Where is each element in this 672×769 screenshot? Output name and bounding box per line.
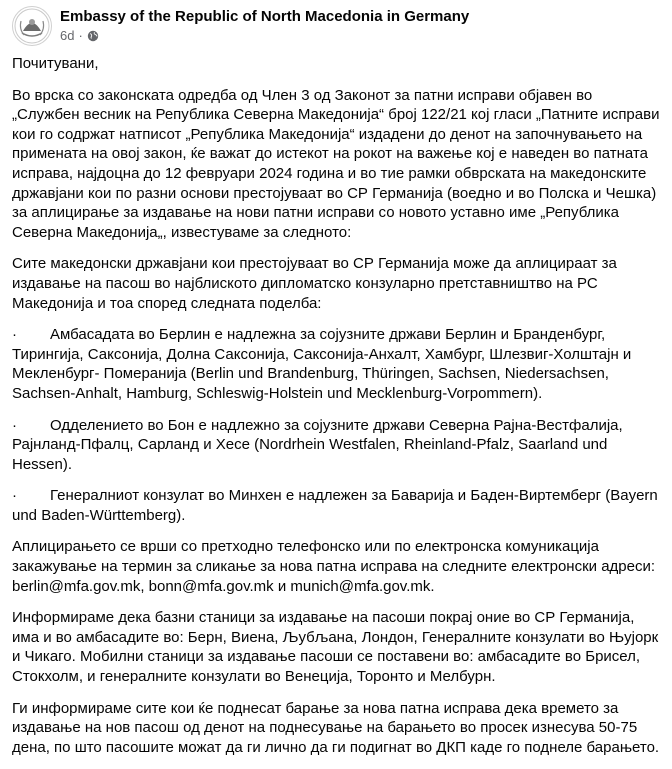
meta-separator: · xyxy=(78,28,83,43)
post-meta xyxy=(60,28,99,43)
bullet-munich xyxy=(12,486,662,525)
bullet-mark: · xyxy=(12,416,17,434)
post-header xyxy=(12,6,662,46)
coat-of-arms-icon xyxy=(13,7,51,45)
globe-icon[interactable] xyxy=(87,30,99,42)
paragraph-contacts: Аплицирањето се врши со претходно телефонско или по електронска комуникација закажување на термин за сликање за нова патна исправа на следните електронски адреси: berlin@mfa.gov.mk, bonn@mfa.gov.mk и munich@mfa.gov.mk. xyxy=(12,538,656,595)
bullet-berlin xyxy=(12,325,662,403)
post-message xyxy=(12,54,662,769)
bullet-mark: · xyxy=(12,326,17,344)
page-avatar[interactable] xyxy=(12,6,52,46)
paragraph-greeting: Почитувани, xyxy=(12,55,99,72)
bullet-text: Амбасадата во Берлин е надлежна за сојузните држави Берлин и Бранденбург, Тирингија, Саксонија, Долна Саксонија, Саксонија-Анхалт, Хамбург, Шлезвиг-Холштајн и Мекленбург- Померанија (Berlin und Brandenburg, Thüringen, Sachsen, Niedersachsen, Sachsen-Anhalt, Hamburg, Schleswig-Holstein und Mecklenburg-Vorpommern). xyxy=(12,326,632,402)
post-time[interactable]: 6d xyxy=(60,28,75,43)
bullet-mark: · xyxy=(12,487,17,505)
paragraph-intro: Во врска со законската одредба од Член 3 од Законот за патни исправи објавен во „Службен весник на Република Северна Македонија“ број 122/21 кој гласи „Патните исправи кои го содржат натписот „Република Македонија“ издадени до денот на започнувањето на примената на овој закон, ќе важат до истекот на рокот на важење кој е наведен во патната исправа, најдоцна до 12 февруари 2024 година и во тие рамки обврската на македонските државјани кои по разни основи престојуваат во СР Германија (воедно и во Полска и Чешка) за аплицирање за издавање на нови патни исправи со новото уставно име „Република Северна Македонија„, известуваме за следното: xyxy=(12,86,660,241)
bullet-text: Генералниот конзулат во Минхен е надлежен за Баварија и Баден-Виртемберг (Bayern und Baden-Württemberg). xyxy=(12,487,658,524)
bullet-text: Одделението во Бон е надлежно за сојузните држави Северна Рајна-Вестфалија, Рајнланд-Пфалц, Сарланд и Хесе (Nordrhein Westfalen, Rheinland-Pfalz, Saarland und Hessen). xyxy=(12,416,623,473)
paragraph-stations: Информираме дека базни станици за издавање на пасоши покрај оние во СР Германија, има и во амбасадите во: Берн, Виена, Љубљана, Лондон, Генералните конзулати во Њујорк и Чикаго. Мобилни станици за издавање пасоши се поставени во: амбасадите во Брисел, Стокхолм, и генералните конзулати во Венеција, Торонто и Мелбурн. xyxy=(12,609,659,686)
paragraph-application: Сите македонски државјани кои престојуваат во СР Германија може да аплицираат за издавање на пасош во најблиското дипломатско конзуларно претставништво на РС Македонија и тоа според следната поделба: xyxy=(12,255,617,312)
page-name[interactable]: Embassy of the Republic of North Macedonia in Germany xyxy=(60,8,470,25)
bullet-bonn xyxy=(12,416,662,475)
paragraph-processing-time: Ги информираме сите кои ќе поднесат барање за нова патна исправа дека времето за издавање на нов пасош од денот на поднесување на барањето во просек изнесува 50-75 дена, по што пасошите можат да ги лично да ги подигнат во ДКП каде го поднеле барањето. xyxy=(12,699,660,756)
